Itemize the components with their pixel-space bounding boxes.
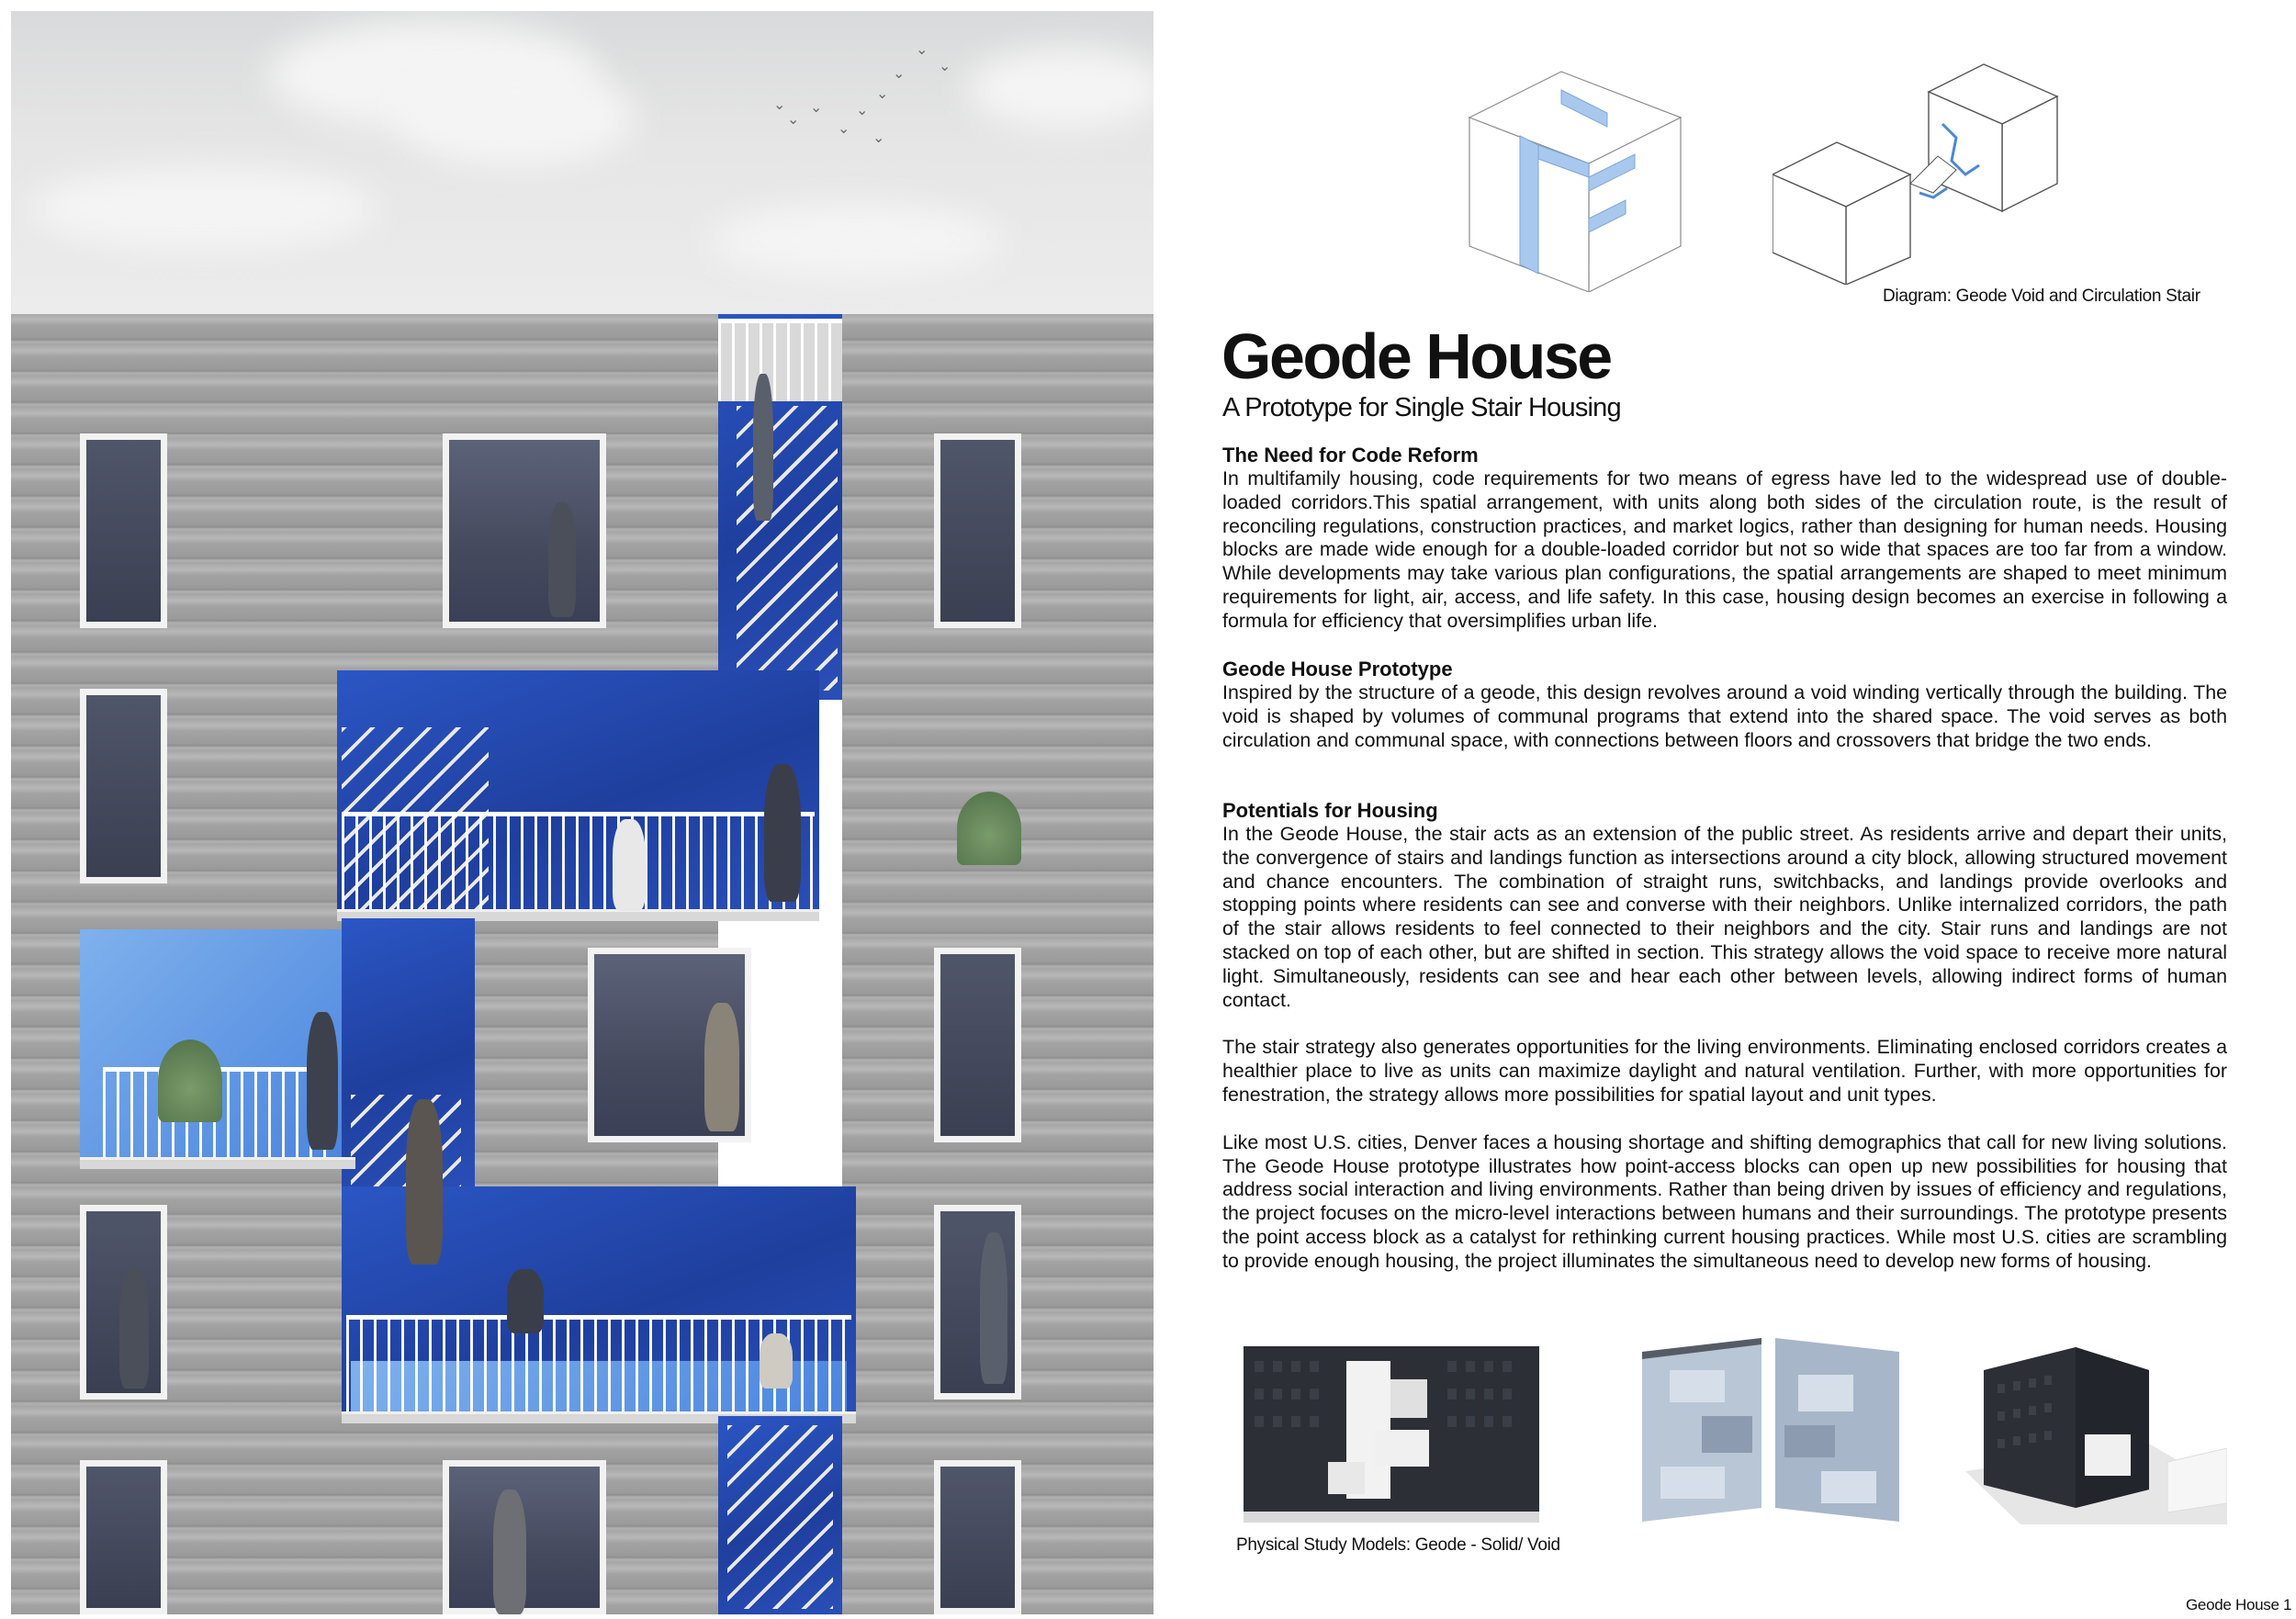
cloud xyxy=(966,48,1154,130)
cloud xyxy=(397,66,636,167)
model-caption: Physical Study Models: Geode - Solid/ Void xyxy=(1236,1535,1560,1555)
page-title: Geode House xyxy=(1221,320,1611,392)
section-heading: Geode House Prototype xyxy=(1222,658,1453,680)
lower-stair xyxy=(727,1425,833,1609)
section-heading: Potentials for Housing xyxy=(1222,799,1438,822)
bird-icon: ⌄ xyxy=(876,86,889,102)
bird-icon: ⌄ xyxy=(810,100,823,116)
person-figure xyxy=(548,502,576,617)
cloud xyxy=(709,204,1003,277)
window xyxy=(934,1205,1021,1400)
window xyxy=(934,948,1021,1142)
window xyxy=(443,433,606,628)
person-figure xyxy=(753,374,773,521)
roof-railing xyxy=(718,319,842,401)
bird-icon: ⌄ xyxy=(856,103,869,118)
person-figure xyxy=(980,1232,1007,1384)
bird-icon: ⌄ xyxy=(893,66,906,82)
cloud xyxy=(29,167,378,250)
window xyxy=(80,1460,167,1614)
bird-icon: ⌄ xyxy=(787,112,800,128)
upper-stair xyxy=(737,406,838,691)
facade-rendering xyxy=(11,11,1154,1614)
plant xyxy=(957,792,1021,865)
person-figure xyxy=(764,764,801,902)
page-subtitle: A Prototype for Single Stair Housing xyxy=(1222,393,1621,422)
window xyxy=(80,433,167,628)
window xyxy=(934,433,1021,628)
person-figure xyxy=(493,1490,526,1614)
diagram-caption: Diagram: Geode Void and Circulation Stair xyxy=(1883,287,2200,306)
bird-icon: ⌄ xyxy=(939,59,951,74)
bird-icon: ⌄ xyxy=(872,130,885,146)
void-diagram xyxy=(1451,62,1690,292)
stair-diagram xyxy=(1773,55,2066,285)
section-prototype xyxy=(1222,658,2227,752)
window xyxy=(80,689,167,883)
person-figure xyxy=(406,1099,443,1265)
section-code-reform xyxy=(1222,444,2227,634)
section-potentials xyxy=(1222,799,2227,1274)
model-photo xyxy=(1624,1333,1918,1524)
person-figure xyxy=(119,1269,149,1389)
isometric-diagram-void xyxy=(1451,62,1690,292)
model-photo xyxy=(1965,1333,2227,1524)
section-paragraph: In the Geode House, the stair acts as an extension of the public street. As residents arrive and depart their units, the convergence of stairs and landings function as intersections around a city block, allowing structured movement and chance encounters. The combination of straight runs, switchbacks, and landings provide overlooks and stopping points where residents can see and converse with their neighbors. Unlike internalized corridors, the path of the stair allows residents to feel connected to their neighbors and the city. Stair runs and landings are not stacked on top of each other, but are shifted in section. This strategy allows the void space to receive more natural light. Simultaneously, residents can see and hear each other between levels, allowing indirect forms of human contact. xyxy=(1222,823,2227,1011)
bird-icon: ⌄ xyxy=(838,121,850,137)
page-footer: Geode House 1 xyxy=(2186,1596,2292,1613)
model-photo-geode-volumes xyxy=(1624,1333,1918,1524)
model-photo-context xyxy=(1965,1333,2227,1524)
person-figure xyxy=(704,1003,739,1131)
bird-icon: ⌄ xyxy=(773,97,786,113)
model-photo-solid-void xyxy=(1236,1333,1548,1524)
section-heading: The Need for Code Reform xyxy=(1222,444,1479,467)
section-paragraph: In multifamily housing, code requirements for two means of egress have led to the widespread use of double-loaded corridors.This spatial arrangement, with units along both sides of the circulation route, is the result of reconciling regulations, construction practices, and market logics, rather than designing for human needs. Housing blocks are made wide enough for a double-loaded corridor but not so wide that spaces are too far from a window. While developments may take various plan configurations, the spatial arrangements are shaped to meet minimum requirements for light, air, access, and life safety. In this case, housing design becomes an exercise in following a formula for efficiency that oversimplifies urban life. xyxy=(1222,467,2227,632)
section-paragraph: Inspired by the structure of a geode, this design revolves around a void winding vertically through the building. The void is shaped by volumes of communal programs that extend into the shared space. The void serves as both circulation and communal space, with connections between floors and crossovers that bridge the two ends. xyxy=(1222,681,2227,751)
person-figure xyxy=(613,819,646,911)
person-figure xyxy=(760,1333,793,1389)
person-figure xyxy=(507,1269,544,1333)
bird-icon: ⌄ xyxy=(916,42,929,58)
person-figure xyxy=(307,1012,338,1150)
balcony-slab xyxy=(80,1157,355,1169)
section-paragraph: The stair strategy also generates opportunities for the living environments. Eliminating enclosed corridors creates a healthier place to live as units can maximize daylight and natural ventilation. Further, with more opportunities for fenestration, the strategy allows more possibilities for spatial layout and unit types. xyxy=(1222,1036,2227,1106)
isometric-diagram-stair xyxy=(1773,55,2066,285)
upper-railing xyxy=(342,812,815,913)
window xyxy=(934,1460,1021,1614)
model-photo xyxy=(1236,1333,1548,1524)
plant xyxy=(158,1040,222,1122)
section-paragraph: Like most U.S. cities, Denver faces a housing shortage and shifting demographics that call for new living solutions. The Geode House prototype illustrates how point-access blocks can open up new possibilities for housing that address social interaction and living environments. Rather than being driven by issues of efficiency and regulations, the project focuses on the micro-level interactions between humans and their surroundings. The prototype presents the point access block as a catalyst for rethinking current housing practices. While most U.S. cities are scrambling to provide enough housing, the project illuminates the simultaneous need to develop new forms of housing. xyxy=(1222,1130,2227,1272)
